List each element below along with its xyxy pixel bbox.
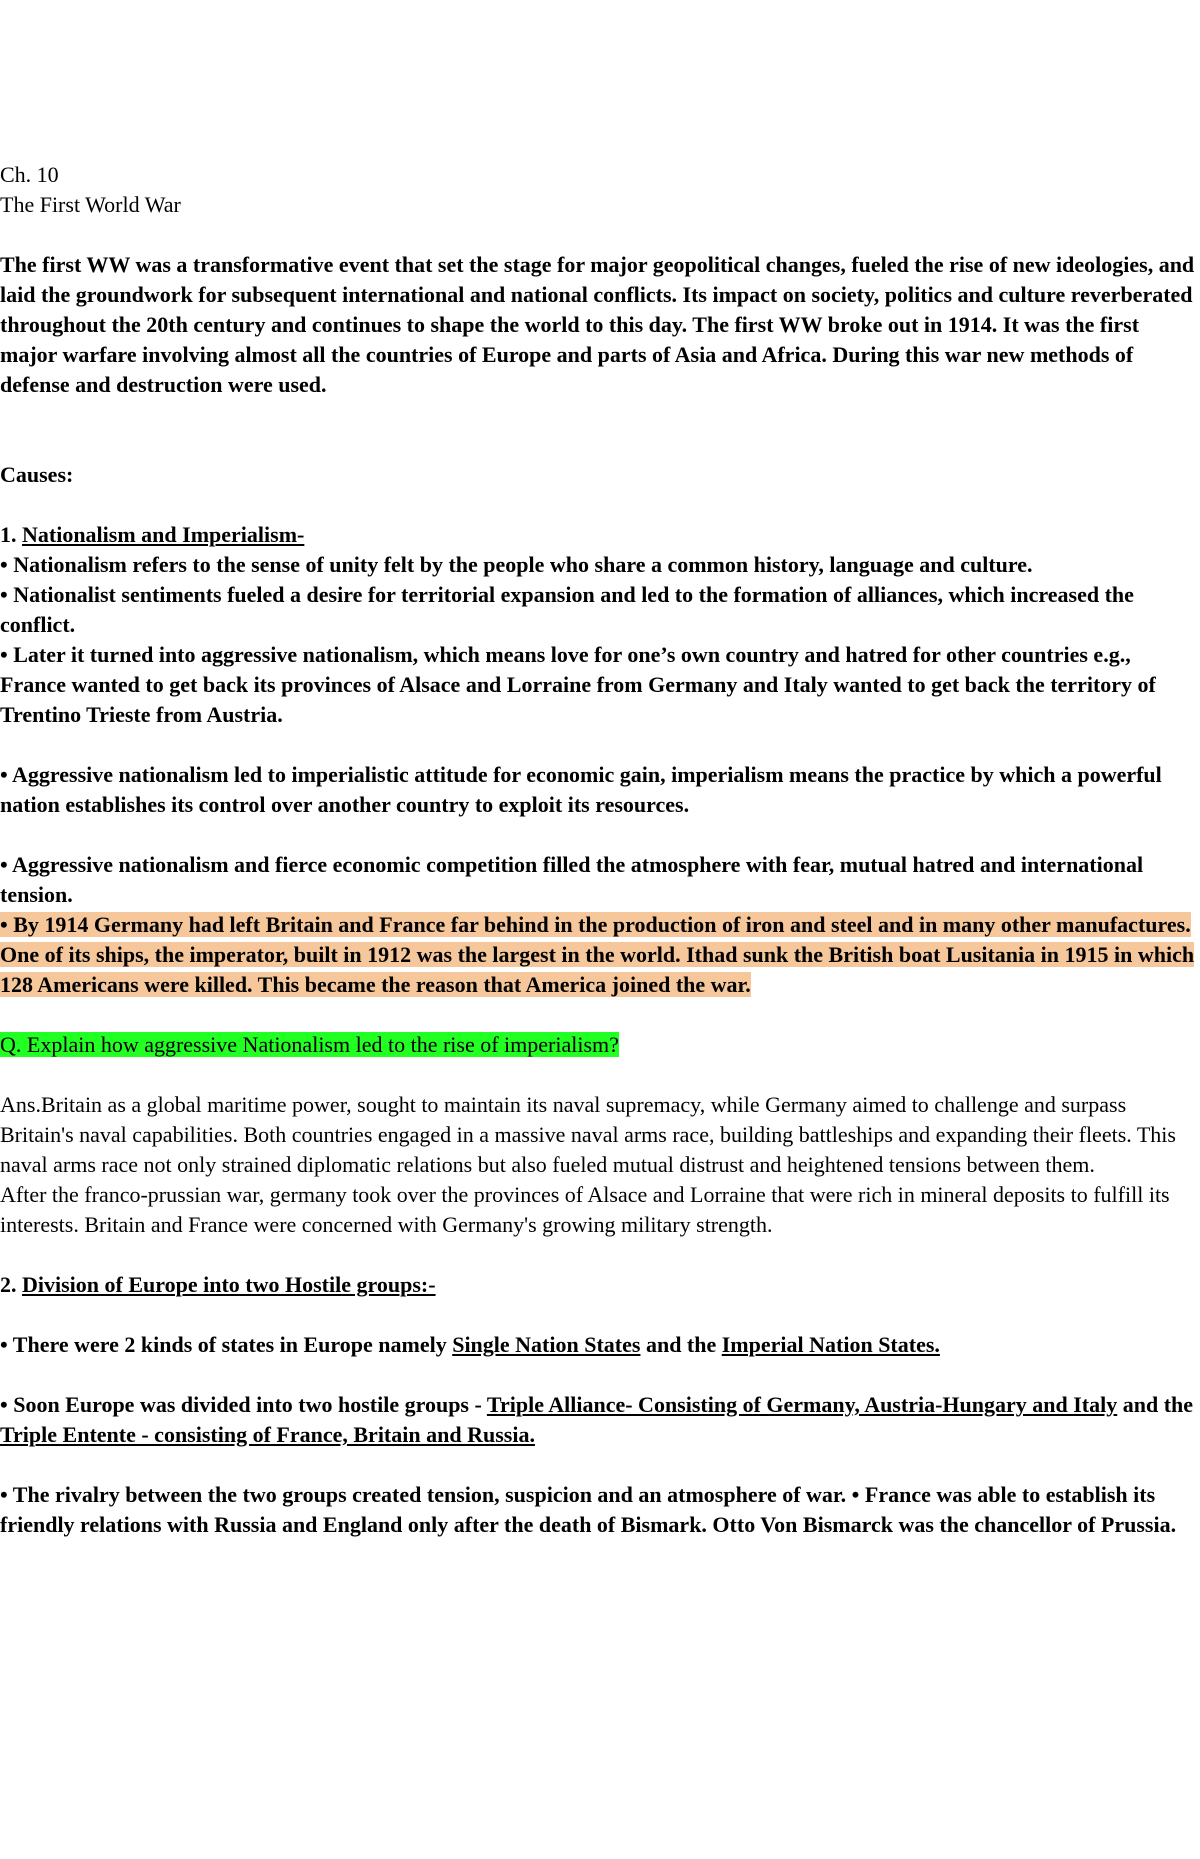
orange-highlight: • By 1914 Germany had left Britain and France far behind in the production of iron and steel and in many other manufactures. One of its ships, the imperator, built in 1912 was the largest in the world. Ithad sunk the British boat Lusitania in 1915 in which 128 Americans were killed. This became the reason that America joined the war. [0,912,1195,997]
triple-alliance: Triple Alliance- Consisting of Germany, Austria-Hungary and Italy [486,1392,1118,1417]
single-nation-states: Single Nation States [452,1332,641,1357]
bullet-economic-competition: • Aggressive nationalism and fierce economic competition filled the atmosphere with fear, mutual hatred and international tension. [0,852,1144,907]
bullet-aggressive-nationalism: • Later it turned into aggressive nationalism, which means love for one’s own country and hatred for other countries e.g., France wanted to get back its provinces of Alsace and Lorraine from Germany and Italy wanted to get back the territory of Trentino Trieste from Austria. [0,642,1156,727]
section-2-title: Division of Europe into two Hostile groups:- [22,1272,436,1297]
section-2-heading [0,1270,1200,1300]
intro-paragraph: The first WW was a transformative event that set the stage for major geopolitical changes, fueled the rise of new ideologies, and laid the groundwork for subsequent international and national conflicts. Its impact on society, politics and culture reverberated throughout the 20th century and continues to shape the world to this day. The first WW broke out in 1914. It was the first major warfare involving almost all the countries of Europe and parts of Asia and Africa. During this war new methods of defense and destruction were used. [0,252,1195,397]
answer-paragraph-1: Ans.Britain as a global maritime power, sought to maintain its naval supremacy, while Germany aimed to challenge and surpass Britain's naval capabilities. Both countries engaged in a massive naval arms race, building battleships and expanding their fleets. This naval arms race not only strained diplomatic relations but also fueled mutual distrust and heightened tensions between them. [0,1092,1176,1177]
section-1-heading [0,520,1200,550]
section-1-number: 1. [0,522,17,547]
triple-entente: Triple Entente - consisting of France, Britain and Russia. [0,1422,535,1447]
bullet-hostile-groups: • Soon Europe was divided into two hostile groups - Triple Alliance- Consisting of Germany, Austria-Hungary and Italy and the Triple Entente - consisting of France, Britain and Russia. [0,1392,1194,1447]
answer-paragraph-2: After the franco-prussian war, germany took over the provinces of Alsace and Lorraine that were rich in mineral deposits to fulfill its interests. Britain and France were concerned with Germany's growing military strength. [0,1182,1170,1237]
bullet-germany-production [0,910,1200,1000]
bullet-kinds-of-states: • There were 2 kinds of states in Europe namely Single Nation States and the Imperial Nation States. [0,1332,940,1357]
bullet-imperialistic-attitude: • Aggressive nationalism led to imperialistic attitude for economic gain, imperialism means the practice by which a powerful nation establishes its control over another country to exploit its resources. [0,762,1162,817]
bullet-nationalist-sentiments: • Nationalist sentiments fueled a desire for territorial expansion and led to the formation of alliances, which increased the conflict. [0,582,1134,637]
imperial-nation-states: Imperial Nation States. [721,1332,940,1357]
chapter-number: Ch. 10 [0,162,59,187]
section-1-title: Nationalism and Imperialism- [22,522,305,547]
bullet-rivalry: • The rivalry between the two groups created tension, suspicion and an atmosphere of war. • France was able to establish its friendly relations with Russia and England only after the death of Bismark. Otto Von Bismarck was the chancellor of Prussia. [0,1482,1177,1537]
question [0,1030,1200,1060]
document-body [0,160,1200,1540]
green-highlight: Q. Explain how aggressive Nationalism led to the rise of imperialism? [0,1032,619,1057]
causes-heading: Causes: [0,462,74,487]
chapter-title: The First World War [0,192,181,217]
bullet-nationalism-definition: • Nationalism refers to the sense of unity felt by the people who share a common history, language and culture. [0,552,1033,577]
section-2-number: 2. [0,1272,17,1297]
